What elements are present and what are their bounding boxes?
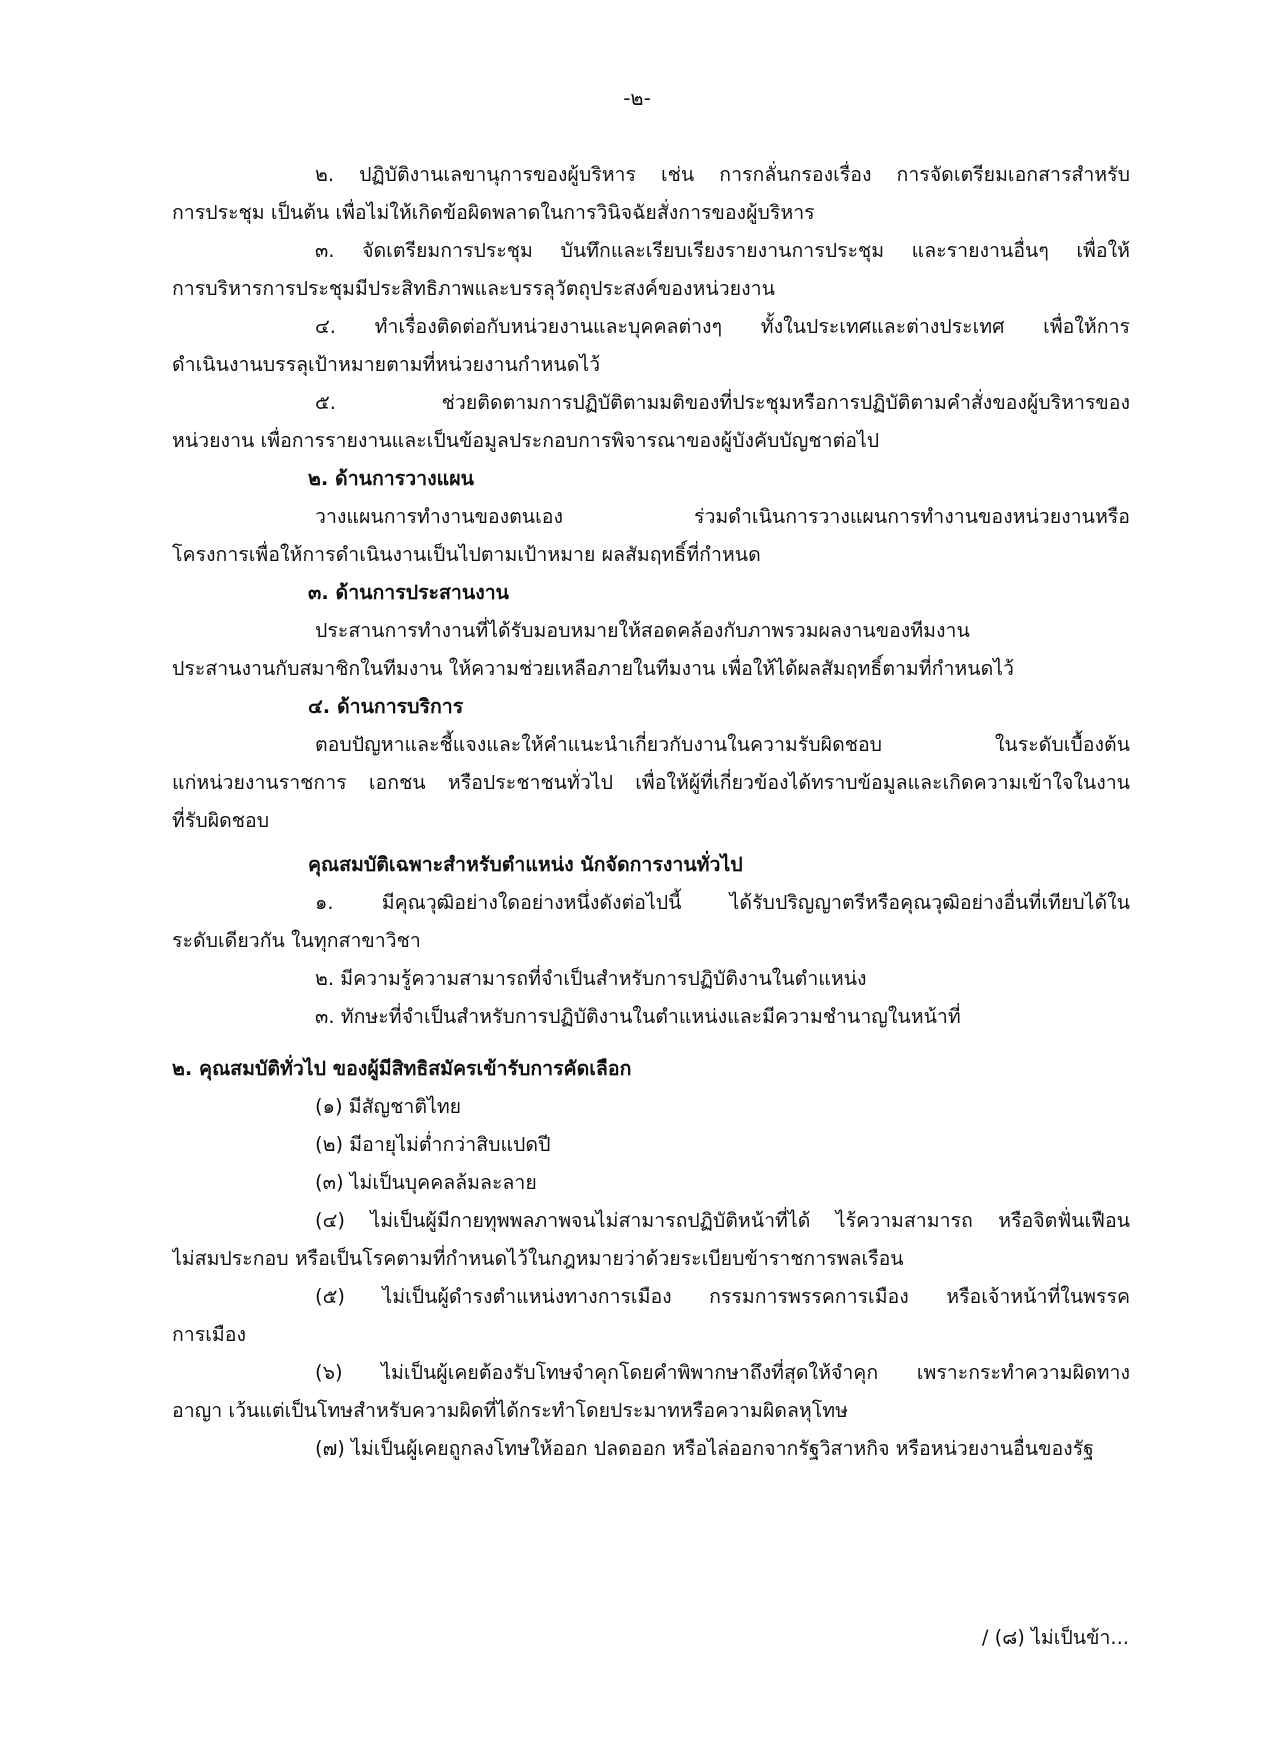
coordination-section [172, 574, 1130, 688]
planning-line-1: วางแผนการทำงานของตนเอง ร่วมดำเนินการวางแผนการทำงานของหน่วยงานหรือ [315, 505, 1130, 528]
service-line-2: แก่หน่วยงานราชการ เอกชน หรือประชาชนทั่วไป เพื่อให้ผู้ที่เกี่ยวข้องได้ทราบข้อมูลและเกิดความเข้าใจในงาน [172, 771, 1130, 794]
duty-item-3-line-2: การบริหารการประชุมมีประสิทธิภาพและบรรลุวัตถุประสงค์ของหน่วยงาน [172, 277, 775, 300]
general-item-5-line-2: การเมือง [172, 1323, 246, 1346]
qualifications-heading: คุณสมบัติเฉพาะสำหรับตำแหน่ง นักจัดการงานทั่วไป [308, 853, 743, 876]
service-section [172, 688, 1130, 840]
document-body [172, 156, 1130, 1468]
duty-item-4-line-1: ๔. ทำเรื่องติดต่อกับหน่วยงานและบุคคลต่างๆ ทั้งในประเทศและต่างประเทศ เพื่อให้การ [315, 315, 1130, 338]
duty-item-5-line-1: ๕. ช่วยติดตามการปฏิบัติตามมติของที่ประชุมหรือการปฏิบัติตามคำสั่งของผู้บริหารของ [315, 391, 1130, 414]
duty-item-2-line-1: ๒. ปฏิบัติงานเลขานุการของผู้บริหาร เช่น การกลั่นกรองเรื่อง การจัดเตรียมเอกสารสำหรับ [315, 163, 1130, 186]
general-item-3: (๓) ไม่เป็นบุคคลล้มละลาย [315, 1171, 537, 1194]
service-heading: ๔. ด้านการบริการ [308, 695, 464, 718]
general-item-5-line-1: (๕) ไม่เป็นผู้ดำรงตำแหน่งทางการเมือง กรรมการพรรคการเมือง หรือเจ้าหน้าที่ในพรรค [315, 1285, 1130, 1308]
duty-item-3-line-1: ๓. จัดเตรียมการประชุม บันทึกและเรียบเรียงรายงานการประชุม และรายงานอื่นๆ เพื่อให้ [315, 239, 1130, 262]
coordination-heading: ๓. ด้านการประสานงาน [308, 581, 510, 604]
general-item-7: (๗) ไม่เป็นผู้เคยถูกลงโทษให้ออก ปลดออก หรือไล่ออกจากรัฐวิสาหกิจ หรือหน่วยงานอื่นของรัฐ [315, 1437, 1094, 1460]
general-item-1: (๑) มีสัญชาติไทย [315, 1095, 462, 1118]
coordination-line-1: ประสานการทำงานที่ได้รับมอบหมายให้สอดคล้องกับภาพรวมผลงานของทีมงาน [315, 619, 970, 642]
service-line-3: ที่รับผิดชอบ [172, 809, 270, 832]
qualification-item-3: ๓. ทักษะที่จำเป็นสำหรับการปฏิบัติงานในตำแหน่งและมีความชำนาญในหน้าที่ [315, 1005, 961, 1028]
general-item-4-line-2: ไม่สมประกอบ หรือเป็นโรคตามที่กำหนดไว้ในกฎหมายว่าด้วยระเบียบข้าราชการพลเรือน [172, 1247, 904, 1270]
general-item-6-line-2: อาญา เว้นแต่เป็นโทษสำหรับความผิดที่ได้กระทำโดยประมาทหรือความผิดลหุโทษ [172, 1399, 848, 1422]
duty-item-5-line-2: หน่วยงาน เพื่อการรายงานและเป็นข้อมูลประกอบการพิจารณาของผู้บังคับบัญชาต่อไป [172, 429, 880, 452]
general-qualifications-section [172, 1050, 1130, 1468]
duty-item-4-line-2: ดำเนินงานบรรลุเป้าหมายตามที่หน่วยงานกำหนดไว้ [172, 353, 601, 376]
qualification-item-1-line-1: ๑. มีคุณวุฒิอย่างใดอย่างหนึ่งดังต่อไปนี้ ได้รับปริญญาตรีหรือคุณวุฒิอย่างอื่นที่เทียบได้ใน [315, 891, 1130, 914]
general-item-4-line-1: (๔) ไม่เป็นผู้มีกายทุพพลภาพจนไม่สามารถปฏิบัติหน้าที่ได้ ไร้ความสามารถ หรือจิตฟั่นเฟือน [315, 1209, 1130, 1232]
duty-item-2-line-2: การประชุม เป็นต้น เพื่อไม่ให้เกิดข้อผิดพลาดในการวินิจฉัยสั่งการของผู้บริหาร [172, 201, 815, 224]
qualification-item-2: ๒. มีความรู้ความสามารถที่จำเป็นสำหรับการปฏิบัติงานในตำแหน่ง [315, 967, 867, 990]
general-item-6-line-1: (๖) ไม่เป็นผู้เคยต้องรับโทษจำคุกโดยคำพิพากษาถึงที่สุดให้จำคุก เพราะกระทำความผิดทาง [315, 1361, 1130, 1384]
coordination-line-2: ประสานงานกับสมาชิกในทีมงาน ให้ความช่วยเหลือภายในทีมงาน เพื่อให้ได้ผลสัมฤทธิ์ตามที่กำหนดไว้ [172, 657, 1015, 680]
qualifications-section [172, 846, 1130, 1036]
planning-heading: ๒. ด้านการวางแผน [308, 467, 474, 490]
planning-line-2: โครงการเพื่อให้การดำเนินงานเป็นไปตามเป้าหมาย ผลสัมฤทธิ์ที่กำหนด [172, 543, 761, 566]
planning-section [172, 460, 1130, 574]
service-line-1: ตอบปัญหาและชี้แจงและให้คำแนะนำเกี่ยวกับงานในความรับผิดชอบ ในระดับเบื้องต้น [315, 733, 1130, 756]
qualification-item-1-line-2: ระดับเดียวกัน ในทุกสาขาวิชา [172, 929, 421, 952]
page-number: -๒- [623, 86, 651, 110]
general-qualifications-heading: ๒. คุณสมบัติทั่วไป ของผู้มีสิทธิสมัครเข้ารับการคัดเลือก [172, 1057, 632, 1080]
duties-section [172, 156, 1130, 460]
general-item-2: (๒) มีอายุไม่ต่ำกว่าสิบแปดปี [315, 1133, 551, 1156]
page-continuation-note: / (๘) ไม่เป็นข้า... [981, 1626, 1129, 1649]
